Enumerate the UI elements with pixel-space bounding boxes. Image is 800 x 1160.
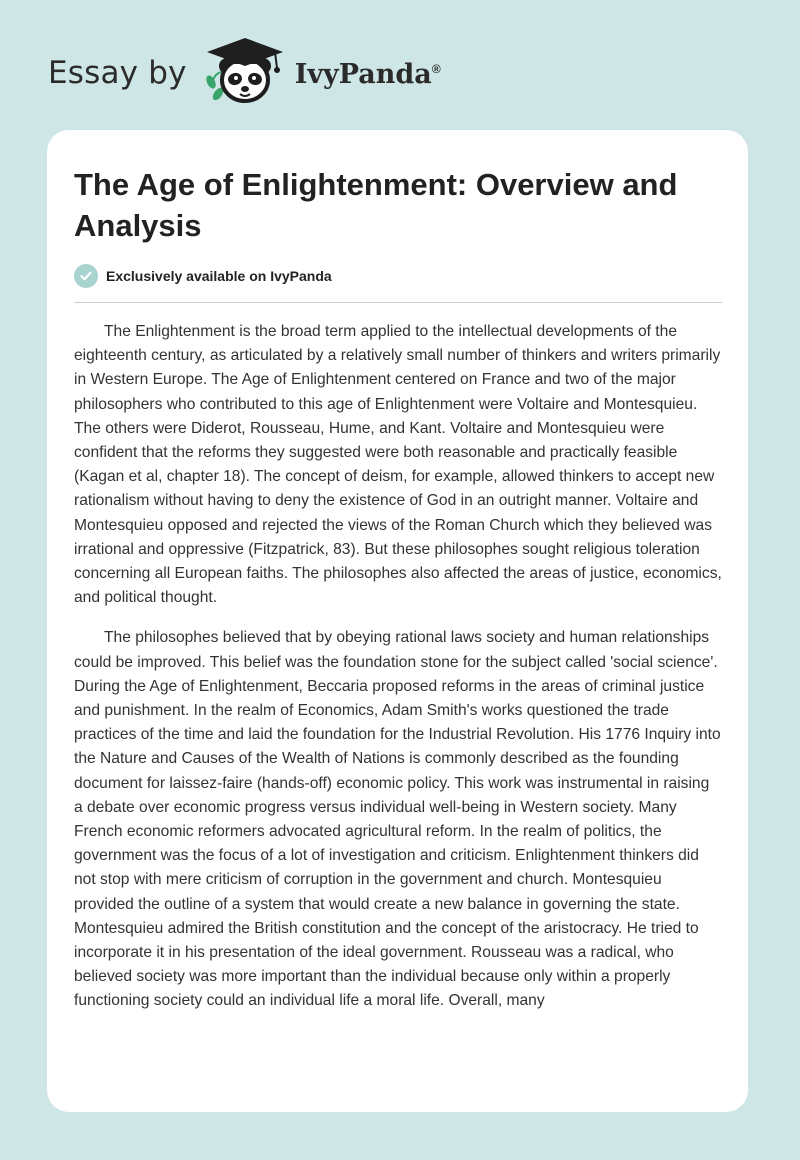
essay-body: [74, 320, 722, 1030]
divider: [74, 302, 722, 303]
essay-card: [47, 130, 748, 1112]
brand-name[interactable]: IvyPanda®: [294, 58, 441, 90]
essay-by-label: Essay by: [48, 55, 187, 91]
exclusive-badge: [74, 264, 332, 288]
registered-mark: ®: [431, 61, 441, 76]
site-header: [48, 36, 441, 108]
check-circle-icon: [74, 264, 98, 288]
essay-title: The Age of Enlightenment: Overview and Analysis: [74, 167, 678, 243]
essay-paragraph: The philosophes believed that by obeying rational laws society and human relationships could be improved. This belief was the foundation stone for the subject called 'social science'. During the Age of Enlightenment, Beccaria proposed reforms in the areas of criminal justice and punishment. In the realm of Economics, Adam Smith's works questioned the trade practices of the time and laid the foundation for the Industrial Revolution. His 1776 Inquiry into the Nature and Causes of the Wealth of Nations is commonly described as the founding document for laissez-faire (hands-off) economic policy. This work was instrumental in raising a debate over economic progress versus individual well-being in Western society. Many French economic reformers advocated agricultural reform. In the realm of politics, the government was the focus of a lot of investigation and criticism. Enlightenment thinkers did not stop with mere criticism of corruption in the government and church. Montesquieu provided the outline of a system that would create a new balance in governing the state. Montesquieu admired the British constitution and the concept of the aristocracy. He tried to incorporate it in his presentation of the ideal government. Rousseau was a radical, who believed society was more important than the individual because only within a properly functioning society could an individual life a moral life. Overall, many: [74, 629, 721, 1010]
exclusive-badge-label: Exclusively available on IvyPanda: [106, 268, 332, 284]
panda-graduate-logo-icon[interactable]: [201, 36, 289, 108]
essay-paragraph: The Enlightenment is the broad term applied to the intellectual developments of the eighteenth century, as articulated by a relatively small number of thinkers and writers primarily in Western Europe. The Age of Enlightenment centered on France and two of the major philosophers who contributed to this age of Enlightenment were Voltaire and Montesquieu. The others were Diderot, Rousseau, Hume, and Kant. Voltaire and Montesquieu were confident that the reforms they suggested were both reasonable and practically feasible (Kagan et al, chapter 18). The concept of deism, for example, allowed thinkers to accept new rationalism without having to deny the existence of God in an outright manner. Voltaire and Montesquieu opposed and rejected the views of the Roman Church which they believed was irrational and oppressive (Fitzpatrick, 83). But these philosophes sought religious toleration concerning all European faiths. The philosophes also affected the areas of justice, economics, and political thought.: [74, 323, 722, 607]
